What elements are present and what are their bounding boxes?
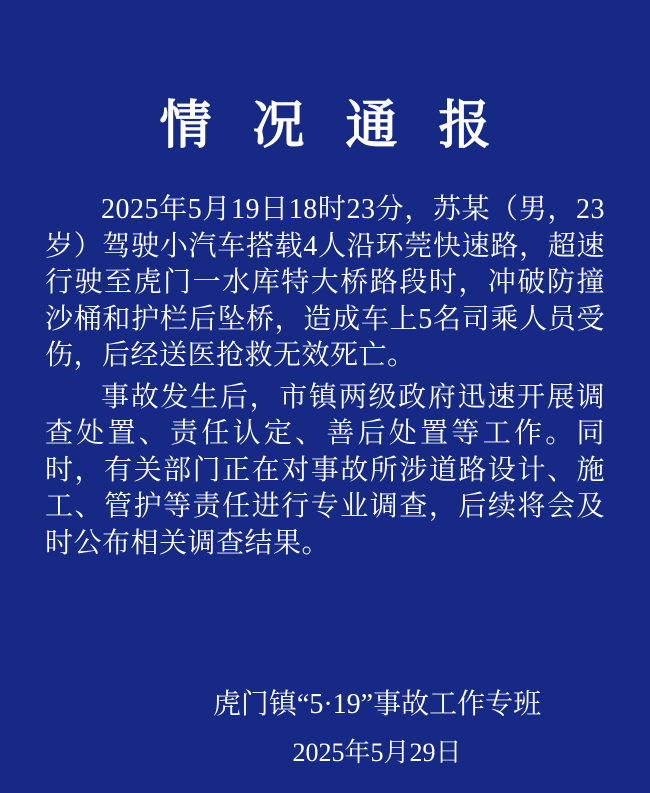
notice-paragraph-1: 2025年5月19日18时23分，苏某（男，23岁）驾驶小汽车搭载4人沿环莞快速路，超速行驶至虎门一水库特大桥路段时，冲破防撞沙桶和护栏后坠桥，造成车上5名司乘人员受伤，后经送医抢救无效死亡。	[45, 194, 605, 371]
notice-body	[45, 192, 605, 562]
notice-footer	[149, 688, 605, 768]
notice-paragraph-2: 事故发生后，市镇两级政府迅速开展调查处置、责任认定、善后处置等工作。同时，有关部门正在对事故所涉道路设计、施工、管护等责任进行专业调查，后续将会及时公布相关调查结果。	[45, 381, 605, 559]
notice-date: 2025年5月29日	[292, 738, 462, 767]
notice-signature: 虎门镇“5·19”事故工作专班	[212, 689, 542, 720]
notice-title: 情 况 通 报	[159, 98, 505, 155]
